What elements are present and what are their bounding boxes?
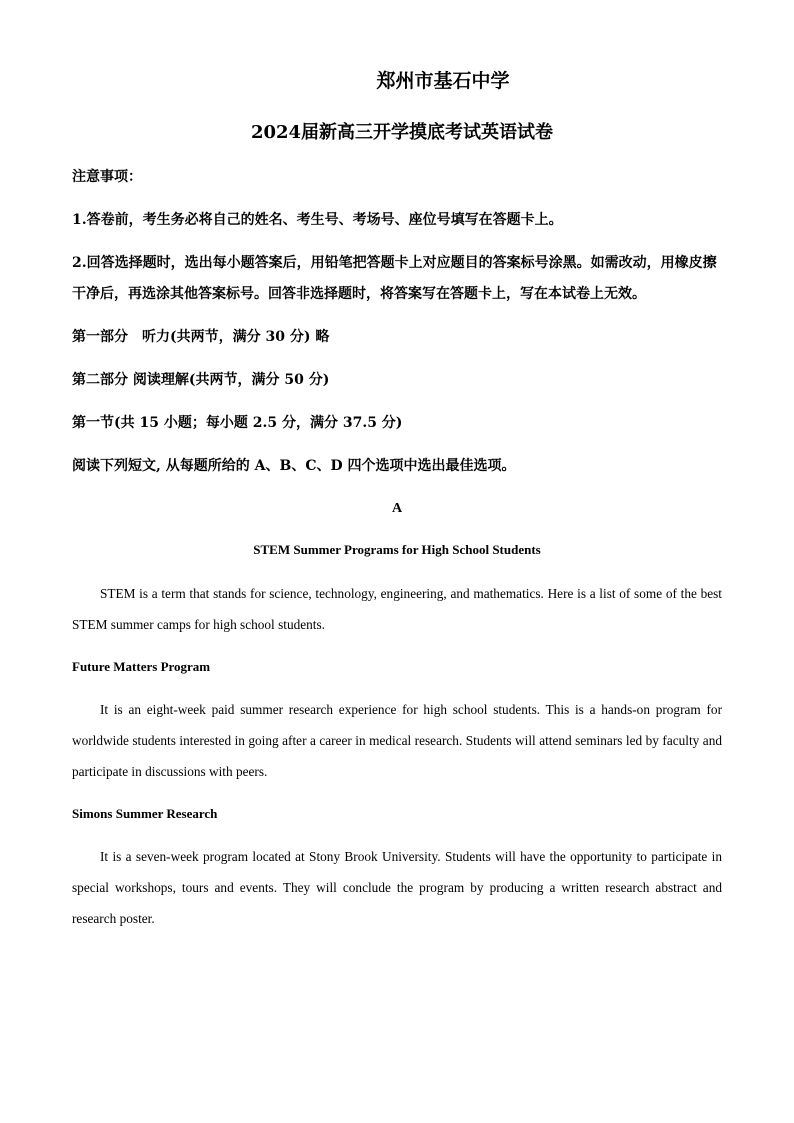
program1-title: Future Matters Program bbox=[72, 659, 211, 674]
exam-title: 2024届新高三开学摸底考试英语试卷 bbox=[250, 122, 554, 143]
program1-text: It is an eight-week paid summer research experience for high school students. This is a hands-on program for worldwide students interested in going after a career in medical research. Students will attend seminars led by faculty and participate in discussions with peers. bbox=[72, 702, 722, 779]
notice-item-1: 1.答卷前，考生务必将自己的姓名、考生号、考场号、座位号填写在答题卡上。 bbox=[72, 212, 563, 228]
school-name: 郑州市基石中学 bbox=[376, 70, 510, 92]
reading-instruction: 阅读下列短文, 从每题所给的 A、B、C、D 四个选项中选出最佳选项。 bbox=[72, 458, 516, 474]
passage-title: STEM Summer Programs for High School Students bbox=[253, 542, 541, 557]
part2-section1-heading: 第一节(共 15 小题；每小题 2.5 分，满分 37.5 分) bbox=[72, 415, 403, 431]
part1-heading: 第一部分 听力(共两节，满分 30 分) 略 bbox=[72, 329, 330, 345]
part2-heading: 第二部分 阅读理解(共两节，满分 50 分) bbox=[72, 372, 330, 388]
program2-text: It is a seven-week program located at Stony Brook University. Students will have the opportunity to participate in special workshops, tours and events. They will conclude the program by producing a written research abstract and research poster. bbox=[72, 849, 722, 926]
passage-intro: STEM is a term that stands for science, technology, engineering, and mathematics. Here is a list of some of the best STEM summer camps for high school students. bbox=[72, 586, 722, 632]
program2-title: Simons Summer Research bbox=[72, 806, 218, 821]
notice-item-2: 2.回答选择题时，选出每小题答案后，用铅笔把答题卡上对应题目的答案标号涂黑。如需改动，用橡皮擦干净后，再选涂其他答案标号。回答非选择题时，将答案写在答题卡上，写在本试卷上无效。 bbox=[72, 255, 717, 302]
passage-letter: A bbox=[391, 501, 403, 516]
notice-heading: 注意事项： bbox=[72, 169, 142, 185]
